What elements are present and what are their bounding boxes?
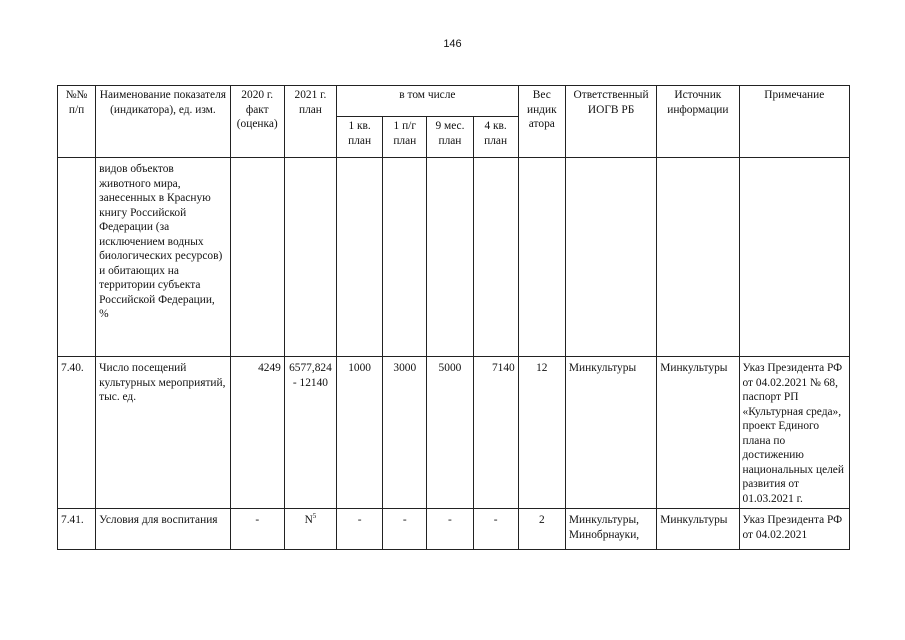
header-note: Примечание [739, 86, 849, 158]
row-note: Указ Президента РФ от 04.02.2021 [739, 509, 849, 550]
row-h1 [383, 158, 427, 357]
row-fact-2020: - [230, 509, 284, 550]
row-h1: - [383, 509, 427, 550]
row-source: Минкультуры [657, 509, 739, 550]
row-num: 7.40. [58, 357, 96, 509]
row-weight: 12 [518, 357, 565, 509]
row-m9: 5000 [427, 357, 473, 509]
row-responsible: Минкультуры [565, 357, 656, 509]
row-q4: - [473, 509, 518, 550]
footnote-marker: 5 [312, 512, 317, 521]
row-num: 7.41. [58, 509, 96, 550]
table-row [58, 357, 850, 509]
row-plan-2021 [284, 158, 336, 357]
header-q1: 1 кв. план [337, 117, 383, 158]
row-q4: 7140 [473, 357, 518, 509]
row-plan-2021: 6577,824 - 12140 [284, 357, 336, 509]
row-fact-2020: 4249 [230, 357, 284, 509]
row-q1: 1000 [337, 357, 383, 509]
row-fact-2020 [230, 158, 284, 357]
header-including: в том числе [337, 86, 519, 117]
row-name: Число посещений культурных мероприятий, тыс. ед. [96, 357, 231, 509]
row-m9: - [427, 509, 473, 550]
header-source: Источник информации [657, 86, 739, 158]
plan-value: N [304, 514, 313, 526]
row-source: Минкультуры [657, 357, 739, 509]
row-plan-2021 [284, 509, 336, 550]
row-source [657, 158, 739, 357]
row-responsible [565, 158, 656, 357]
page-number: 146 [443, 38, 462, 50]
row-num [58, 158, 96, 357]
row-note: Указ Президента РФ от 04.02.2021 № 68, паспорт РП «Культурная среда», проект Единого плана по достижению национальных целей развития от 01.03.2021 г. [739, 357, 849, 509]
row-q1 [337, 158, 383, 357]
row-weight [518, 158, 565, 357]
row-q1: - [337, 509, 383, 550]
header-row [58, 86, 850, 117]
row-responsible: Минкультуры, Минобрнауки, [565, 509, 656, 550]
header-num: №№ п/п [58, 86, 96, 158]
row-name: Условия для воспитания [96, 509, 231, 550]
header-name: Наименование показателя (индикатора), ед. изм. [96, 86, 231, 158]
row-m9 [427, 158, 473, 357]
header-weight: Вес индик атора [518, 86, 565, 158]
header-2020: 2020 г. факт (оценка) [230, 86, 284, 158]
header-responsible: Ответственный ИОГВ РБ [565, 86, 656, 158]
header-m9: 9 мес. план [427, 117, 473, 158]
row-weight: 2 [518, 509, 565, 550]
row-h1: 3000 [383, 357, 427, 509]
header-2021: 2021 г. план [284, 86, 336, 158]
header-q4: 4 кв. план [473, 117, 518, 158]
indicators-table [57, 85, 850, 550]
table-row [58, 158, 850, 357]
row-name: видов объектов животного мира, занесенных в Красную книгу Российской Федерации (за исключением водных биологических ресурсов) и обитающих на территории субъекта Российской Федерации, % [96, 158, 231, 357]
row-q4 [473, 158, 518, 357]
table-row [58, 509, 850, 550]
header-h1: 1 п/г план [383, 117, 427, 158]
row-note [739, 158, 849, 357]
